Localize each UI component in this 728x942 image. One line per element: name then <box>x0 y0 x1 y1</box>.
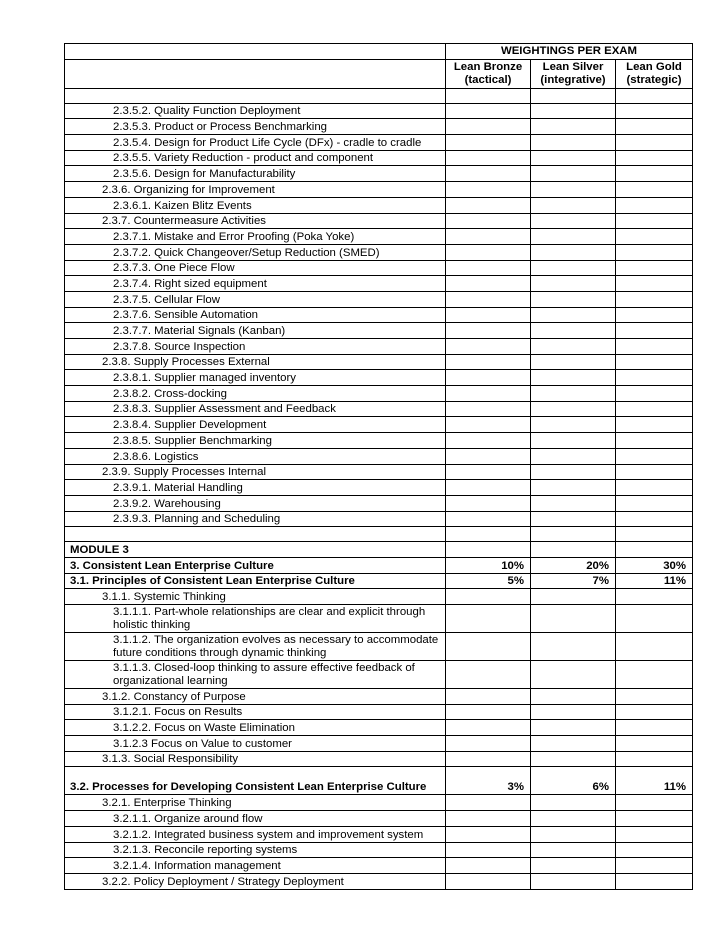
row-label: 3.2.1.1. Organize around flow <box>65 811 446 827</box>
row-label: 2.3.8.2. Cross-docking <box>65 386 446 402</box>
weight-silver <box>531 542 616 558</box>
weight-bronze <box>446 720 531 736</box>
row-label: 3.1.1.3. Closed-loop thinking to assure effective feedback of organizational learning <box>65 661 446 689</box>
weight-gold <box>616 401 693 417</box>
weight-bronze <box>446 633 531 661</box>
table-row <box>65 495 693 511</box>
weight-gold <box>616 858 693 874</box>
table-row <box>65 229 693 245</box>
row-label: 2.3.7. Countermeasure Activities <box>65 213 446 229</box>
table-row <box>65 197 693 213</box>
table-row <box>65 751 693 767</box>
table-body <box>65 88 693 889</box>
weight-silver <box>531 511 616 527</box>
weight-silver <box>531 527 616 542</box>
row-label: 2.3.7.2. Quick Changeover/Setup Reduction (SMED) <box>65 244 446 260</box>
row-label: 2.3.9.3. Planning and Scheduling <box>65 511 446 527</box>
weight-silver <box>531 150 616 166</box>
weight-silver <box>531 291 616 307</box>
weight-gold <box>616 661 693 689</box>
table-row <box>65 244 693 260</box>
weight-gold <box>616 229 693 245</box>
weight-gold <box>616 542 693 558</box>
weight-bronze <box>446 480 531 496</box>
weight-silver <box>531 433 616 449</box>
weight-gold <box>616 795 693 811</box>
weight-bronze <box>446 661 531 689</box>
table-row <box>65 166 693 182</box>
weight-gold <box>616 826 693 842</box>
row-label: 2.3.9.2. Warehousing <box>65 495 446 511</box>
weight-bronze <box>446 339 531 355</box>
table-row <box>65 135 693 151</box>
weightings-group-title: WEIGHTINGS PER EXAM <box>446 44 693 60</box>
weight-silver <box>531 386 616 402</box>
weight-silver <box>531 811 616 827</box>
weight-bronze <box>446 182 531 198</box>
weight-bronze <box>446 229 531 245</box>
weight-gold <box>616 751 693 767</box>
table-row <box>65 858 693 874</box>
row-label: 3.1.2. Constancy of Purpose <box>65 689 446 705</box>
weight-silver <box>531 339 616 355</box>
row-label: 2.3.5.4. Design for Product Life Cycle (DFx) - cradle to cradle <box>65 135 446 151</box>
weight-bronze <box>446 354 531 370</box>
weight-bronze <box>446 873 531 889</box>
weight-bronze <box>446 795 531 811</box>
table-row <box>65 795 693 811</box>
table-row <box>65 480 693 496</box>
column-header-silver <box>531 59 616 88</box>
weight-gold <box>616 244 693 260</box>
weight-gold <box>616 417 693 433</box>
table-row <box>65 182 693 198</box>
table-row <box>65 88 693 103</box>
weight-bronze <box>446 448 531 464</box>
row-label: 3.1.1.1. Part-whole relationships are clear and explicit through holistic thinking <box>65 605 446 633</box>
weight-gold <box>616 605 693 633</box>
weight-bronze: 10% <box>446 557 531 573</box>
column-header-line2: (integrative) <box>540 73 606 86</box>
row-label: 3.1.2.2. Focus on Waste Elimination <box>65 720 446 736</box>
weight-gold: 11% <box>616 573 693 589</box>
weight-gold <box>616 736 693 752</box>
weight-gold <box>616 291 693 307</box>
weight-silver <box>531 260 616 276</box>
header-blank-cell <box>65 44 446 60</box>
table-row <box>65 873 693 889</box>
weight-silver <box>531 401 616 417</box>
weight-silver <box>531 689 616 705</box>
row-label <box>65 527 446 542</box>
row-label: 2.3.7.6. Sensible Automation <box>65 307 446 323</box>
table-row <box>65 119 693 135</box>
weight-bronze <box>446 213 531 229</box>
table-row <box>65 573 693 589</box>
weight-silver <box>531 736 616 752</box>
weight-silver <box>531 370 616 386</box>
row-label: 3.2.2. Policy Deployment / Strategy Deployment <box>65 873 446 889</box>
row-label: 3.1.1. Systemic Thinking <box>65 589 446 605</box>
weight-silver: 20% <box>531 557 616 573</box>
row-label <box>65 88 446 103</box>
table-row <box>65 826 693 842</box>
header-blank-cell <box>65 59 446 88</box>
weight-gold <box>616 166 693 182</box>
weight-bronze <box>446 842 531 858</box>
weight-silver <box>531 323 616 339</box>
table-row <box>65 417 693 433</box>
weight-bronze <box>446 119 531 135</box>
column-header-line1: Lean Gold <box>626 60 682 73</box>
weight-gold <box>616 135 693 151</box>
header-row-group <box>65 44 693 60</box>
table-row <box>65 339 693 355</box>
weight-gold <box>616 213 693 229</box>
row-label: 2.3.7.4. Right sized equipment <box>65 276 446 292</box>
weight-bronze <box>446 166 531 182</box>
row-label: 2.3.7.7. Material Signals (Kanban) <box>65 323 446 339</box>
column-header-line1: Lean Silver <box>542 60 604 73</box>
weight-silver <box>531 480 616 496</box>
weight-silver <box>531 244 616 260</box>
weight-gold <box>616 354 693 370</box>
row-label: 3.1. Principles of Consistent Lean Enterprise Culture <box>65 573 446 589</box>
weight-silver <box>531 633 616 661</box>
row-label: 2.3.5.2. Quality Function Deployment <box>65 103 446 119</box>
weight-gold <box>616 339 693 355</box>
table-row <box>65 767 693 795</box>
table-row <box>65 370 693 386</box>
row-label: 2.3.7.1. Mistake and Error Proofing (Poka Yoke) <box>65 229 446 245</box>
weightings-table <box>64 43 693 890</box>
table-row <box>65 276 693 292</box>
weight-gold <box>616 276 693 292</box>
weight-gold <box>616 720 693 736</box>
row-label: 2.3.8.1. Supplier managed inventory <box>65 370 446 386</box>
weight-silver <box>531 276 616 292</box>
table-row <box>65 557 693 573</box>
weight-gold: 30% <box>616 557 693 573</box>
weight-bronze <box>446 736 531 752</box>
table-row <box>65 605 693 633</box>
weight-silver <box>531 464 616 480</box>
weight-bronze <box>446 433 531 449</box>
weight-silver <box>531 661 616 689</box>
table-row <box>65 291 693 307</box>
weight-silver <box>531 448 616 464</box>
weight-bronze <box>446 589 531 605</box>
weight-bronze <box>446 495 531 511</box>
row-label: 2.3.5.5. Variety Reduction - product and component <box>65 150 446 166</box>
weight-silver <box>531 307 616 323</box>
weight-gold <box>616 811 693 827</box>
column-header-line2: (tactical) <box>464 73 512 86</box>
table-row <box>65 307 693 323</box>
weight-gold <box>616 495 693 511</box>
table-row <box>65 736 693 752</box>
weight-gold <box>616 873 693 889</box>
table-row <box>65 260 693 276</box>
weight-silver <box>531 166 616 182</box>
weight-bronze <box>446 401 531 417</box>
row-label: 2.3.8.6. Logistics <box>65 448 446 464</box>
weight-bronze <box>446 464 531 480</box>
weight-silver <box>531 213 616 229</box>
row-label: 2.3.7.3. One Piece Flow <box>65 260 446 276</box>
weight-gold <box>616 150 693 166</box>
weight-bronze <box>446 511 531 527</box>
weight-silver <box>531 354 616 370</box>
weight-bronze <box>446 88 531 103</box>
table-row <box>65 633 693 661</box>
table-row <box>65 448 693 464</box>
row-label: 2.3.7.5. Cellular Flow <box>65 291 446 307</box>
table-row <box>65 842 693 858</box>
row-label: 2.3.9.1. Material Handling <box>65 480 446 496</box>
column-header-bronze <box>446 59 531 88</box>
table-row <box>65 589 693 605</box>
weight-silver <box>531 589 616 605</box>
weight-gold <box>616 386 693 402</box>
column-header-line2: (strategic) <box>626 73 682 86</box>
weight-silver <box>531 720 616 736</box>
weight-silver <box>531 873 616 889</box>
row-label: 3. Consistent Lean Enterprise Culture <box>65 557 446 573</box>
weight-silver <box>531 417 616 433</box>
weight-bronze <box>446 386 531 402</box>
weight-bronze <box>446 811 531 827</box>
header-row-levels <box>65 59 693 88</box>
weight-gold <box>616 307 693 323</box>
weight-bronze <box>446 858 531 874</box>
row-label: 2.3.7.8. Source Inspection <box>65 339 446 355</box>
column-header-line1: Lean Bronze <box>453 60 523 73</box>
weight-gold <box>616 842 693 858</box>
table-row <box>65 150 693 166</box>
row-label: 3.1.2.3 Focus on Value to customer <box>65 736 446 752</box>
weight-bronze <box>446 689 531 705</box>
weight-gold <box>616 103 693 119</box>
weight-silver <box>531 704 616 720</box>
table-row <box>65 401 693 417</box>
weight-bronze <box>446 135 531 151</box>
row-label: 2.3.6.1. Kaizen Blitz Events <box>65 197 446 213</box>
row-label: 3.1.2.1. Focus on Results <box>65 704 446 720</box>
weight-bronze <box>446 605 531 633</box>
row-label: 2.3.8.4. Supplier Development <box>65 417 446 433</box>
row-label: 3.2.1.4. Information management <box>65 858 446 874</box>
row-label: MODULE 3 <box>65 542 446 558</box>
row-label: 2.3.5.3. Product or Process Benchmarking <box>65 119 446 135</box>
weight-gold <box>616 448 693 464</box>
weight-silver <box>531 197 616 213</box>
weight-silver <box>531 795 616 811</box>
weight-bronze <box>446 260 531 276</box>
weight-gold <box>616 370 693 386</box>
row-label: 2.3.5.6. Design for Manufacturability <box>65 166 446 182</box>
weight-bronze <box>446 307 531 323</box>
weight-bronze: 3% <box>446 767 531 795</box>
weight-bronze <box>446 150 531 166</box>
weight-bronze <box>446 103 531 119</box>
table-row <box>65 103 693 119</box>
weight-silver <box>531 119 616 135</box>
weight-gold <box>616 704 693 720</box>
weight-silver <box>531 605 616 633</box>
table-row <box>65 213 693 229</box>
table-row <box>65 511 693 527</box>
weight-bronze <box>446 291 531 307</box>
table-row <box>65 354 693 370</box>
weight-gold <box>616 260 693 276</box>
weight-gold <box>616 589 693 605</box>
table-row <box>65 386 693 402</box>
weight-bronze: 5% <box>446 573 531 589</box>
weight-silver: 7% <box>531 573 616 589</box>
row-label: 3.2. Processes for Developing Consistent Lean Enterprise Culture <box>65 767 446 795</box>
weight-silver <box>531 495 616 511</box>
weight-bronze <box>446 542 531 558</box>
weight-gold <box>616 119 693 135</box>
table-row <box>65 811 693 827</box>
row-label: 2.3.8.3. Supplier Assessment and Feedback <box>65 401 446 417</box>
row-label: 3.2.1.2. Integrated business system and improvement system <box>65 826 446 842</box>
row-label: 2.3.6. Organizing for Improvement <box>65 182 446 198</box>
weight-silver <box>531 229 616 245</box>
table-row <box>65 720 693 736</box>
weight-bronze <box>446 244 531 260</box>
weight-silver: 6% <box>531 767 616 795</box>
weight-gold: 11% <box>616 767 693 795</box>
table-row <box>65 704 693 720</box>
weight-silver <box>531 826 616 842</box>
row-label: 2.3.9. Supply Processes Internal <box>65 464 446 480</box>
row-label: 2.3.8. Supply Processes External <box>65 354 446 370</box>
weight-silver <box>531 842 616 858</box>
row-label: 2.3.8.5. Supplier Benchmarking <box>65 433 446 449</box>
weight-bronze <box>446 826 531 842</box>
table-row <box>65 542 693 558</box>
weight-bronze <box>446 751 531 767</box>
row-label: 3.1.3. Social Responsibility <box>65 751 446 767</box>
weight-gold <box>616 433 693 449</box>
weight-silver <box>531 103 616 119</box>
weight-gold <box>616 689 693 705</box>
table-row <box>65 323 693 339</box>
weight-bronze <box>446 197 531 213</box>
weight-bronze <box>446 323 531 339</box>
weight-gold <box>616 633 693 661</box>
weight-silver <box>531 88 616 103</box>
weight-gold <box>616 464 693 480</box>
weight-gold <box>616 480 693 496</box>
column-header-gold <box>616 59 693 88</box>
weight-gold <box>616 88 693 103</box>
table-row <box>65 433 693 449</box>
row-label: 3.2.1. Enterprise Thinking <box>65 795 446 811</box>
weight-gold <box>616 511 693 527</box>
weight-silver <box>531 751 616 767</box>
weight-silver <box>531 182 616 198</box>
weight-bronze <box>446 417 531 433</box>
row-label: 3.2.1.3. Reconcile reporting systems <box>65 842 446 858</box>
weight-gold <box>616 527 693 542</box>
weight-silver <box>531 858 616 874</box>
weight-bronze <box>446 527 531 542</box>
weight-gold <box>616 182 693 198</box>
weight-bronze <box>446 276 531 292</box>
table-row <box>65 689 693 705</box>
table-row <box>65 464 693 480</box>
weight-gold <box>616 323 693 339</box>
weight-bronze <box>446 370 531 386</box>
table-row <box>65 527 693 542</box>
table-row <box>65 661 693 689</box>
row-label: 3.1.1.2. The organization evolves as necessary to accommodate future conditions through dynamic thinking <box>65 633 446 661</box>
weight-silver <box>531 135 616 151</box>
weight-gold <box>616 197 693 213</box>
weight-bronze <box>446 704 531 720</box>
